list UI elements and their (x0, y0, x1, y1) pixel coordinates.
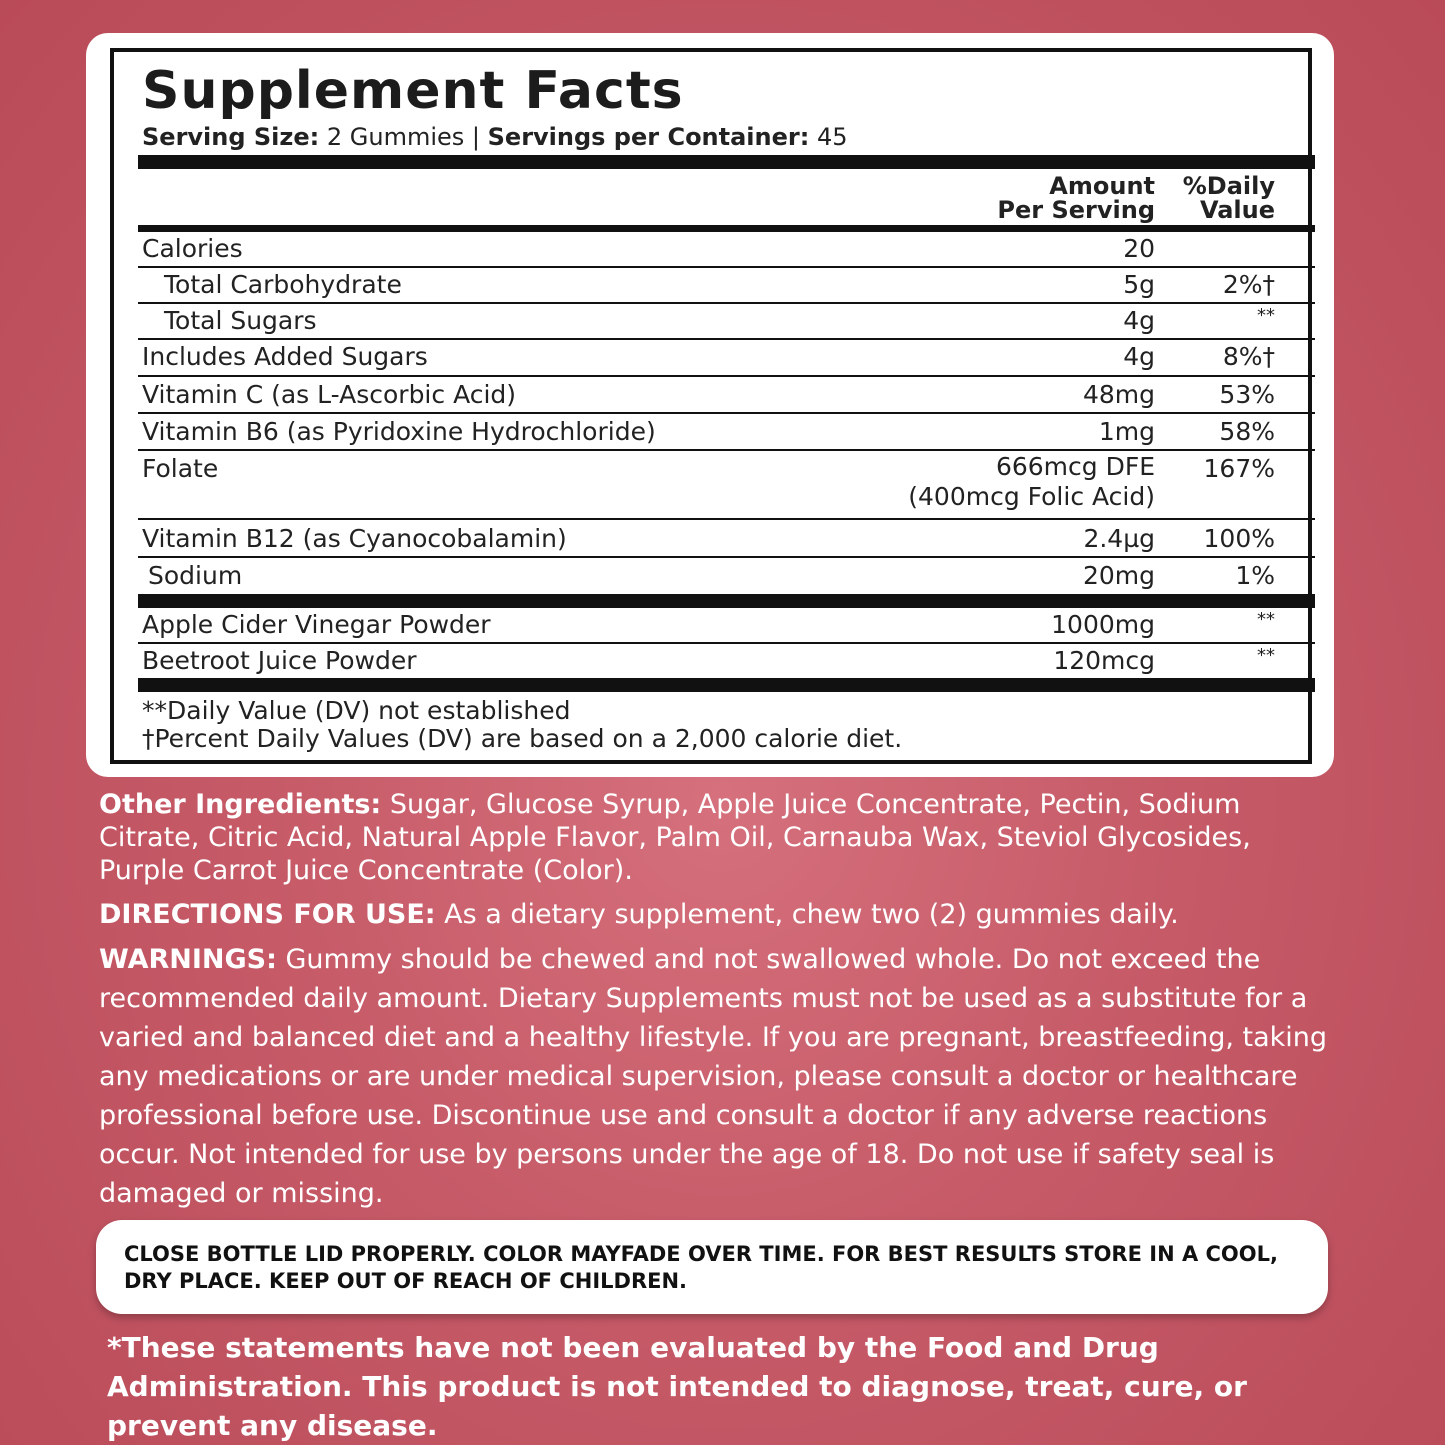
other-ingredients (99, 788, 1339, 887)
other-ingredients-text: Sugar, Glucose Syrup, Apple Juice Concentrate, Pectin, Sodium Citrate, Citric Acid, Natural Apple Flavor, Palm Oil, Carnauba Wax, Steviol Glycosides, Purple Carrot Juice Concentrate (Color). (99, 789, 1251, 886)
storage-notice-text: CLOSE BOTTLE LID PROPERLY. COLOR MAYFADE OVER TIME. FOR BEST RESULTS STORE IN A COOL, DRY PLACE. KEEP OUT OF REACH OF CHILDREN. (124, 1242, 1278, 1293)
header-divider (138, 225, 1315, 232)
warnings-label: WARNINGS: (99, 944, 277, 975)
column-header-amount: Amount Per Serving (997, 172, 1155, 224)
nutrient-row: Total Carbohydrate 5g 2%† (164, 270, 1275, 299)
thick-divider (138, 594, 1315, 608)
other-ingredients-label: Other Ingredients: (99, 789, 382, 820)
nutrient-row: Beetroot Juice Powder 120mcg ** (142, 645, 1275, 675)
nutrient-row: Vitamin C (as L-Ascorbic Acid) 48mg 53% (142, 380, 1275, 409)
nutrient-row: Calories 20 (142, 234, 1155, 263)
directions-text: As a dietary supplement, chew two (2) gummies daily. (435, 899, 1179, 930)
supplement-facts-panel (110, 48, 1312, 764)
directions-label: DIRECTIONS FOR USE: (99, 899, 436, 930)
nutrient-row: Vitamin B6 (as Pyridoxine Hydrochloride) 1mg 58% (142, 417, 1275, 446)
footnote-dv-not-established: **Daily Value (DV) not established (142, 696, 571, 725)
serving-size-label: Serving Size: (142, 123, 320, 151)
nutrient-row: Apple Cider Vinegar Powder 1000mg ** (142, 609, 1275, 639)
directions-for-use (99, 898, 1339, 931)
storage-notice-box (96, 1220, 1328, 1314)
column-header-daily-value: %Daily Value (1182, 172, 1275, 224)
warnings (99, 940, 1339, 1213)
nutrient-row: Vitamin B12 (as Cyanocobalamin) 2.4µg 100% (142, 524, 1275, 553)
footnote-percent-dv: †Percent Daily Values (DV) are based on a 2,000 calorie diet. (142, 724, 903, 753)
serving-size-value: 2 Gummies | (319, 123, 488, 151)
nutrient-row: Total Sugars 4g ** (164, 305, 1275, 335)
nutrient-row: Includes Added Sugars 4g 8%† (142, 342, 1275, 371)
servings-value: 45 (809, 123, 848, 151)
servings-label: Servings per Container: (487, 123, 810, 151)
nutrient-row: Folate 666mcg DFE (400mcg Folic Acid) 167% (142, 452, 1275, 511)
nutrient-row: Sodium 20mg 1% (148, 561, 1275, 590)
warnings-text: Gummy should be chewed and not swallowed whole. Do not exceed the recommended daily amount. Dietary Supplements must not be used as a substitute for a varied and balanced diet and a healthy lifestyle. If you are pregnant, breastfeeding, taking any medications or are under medical supervision, please consult a doctor or healthcare professional before use. Discontinue use and consult a doctor if any adverse reactions occur. Not intended for use by persons under the age of 18. Do not use if safety seal is damaged or missing. (99, 944, 1328, 1209)
fda-disclaimer: *These statements have not been evaluated by the Food and Drug Administration. This product is not intended to diagnose, treat, cure, or prevent any disease. (107, 1331, 1247, 1442)
thick-divider (138, 155, 1315, 169)
supplement-facts-card (86, 33, 1334, 777)
thick-divider (138, 678, 1315, 692)
serving-info (142, 122, 848, 152)
facts-title: Supplement Facts (142, 61, 684, 121)
